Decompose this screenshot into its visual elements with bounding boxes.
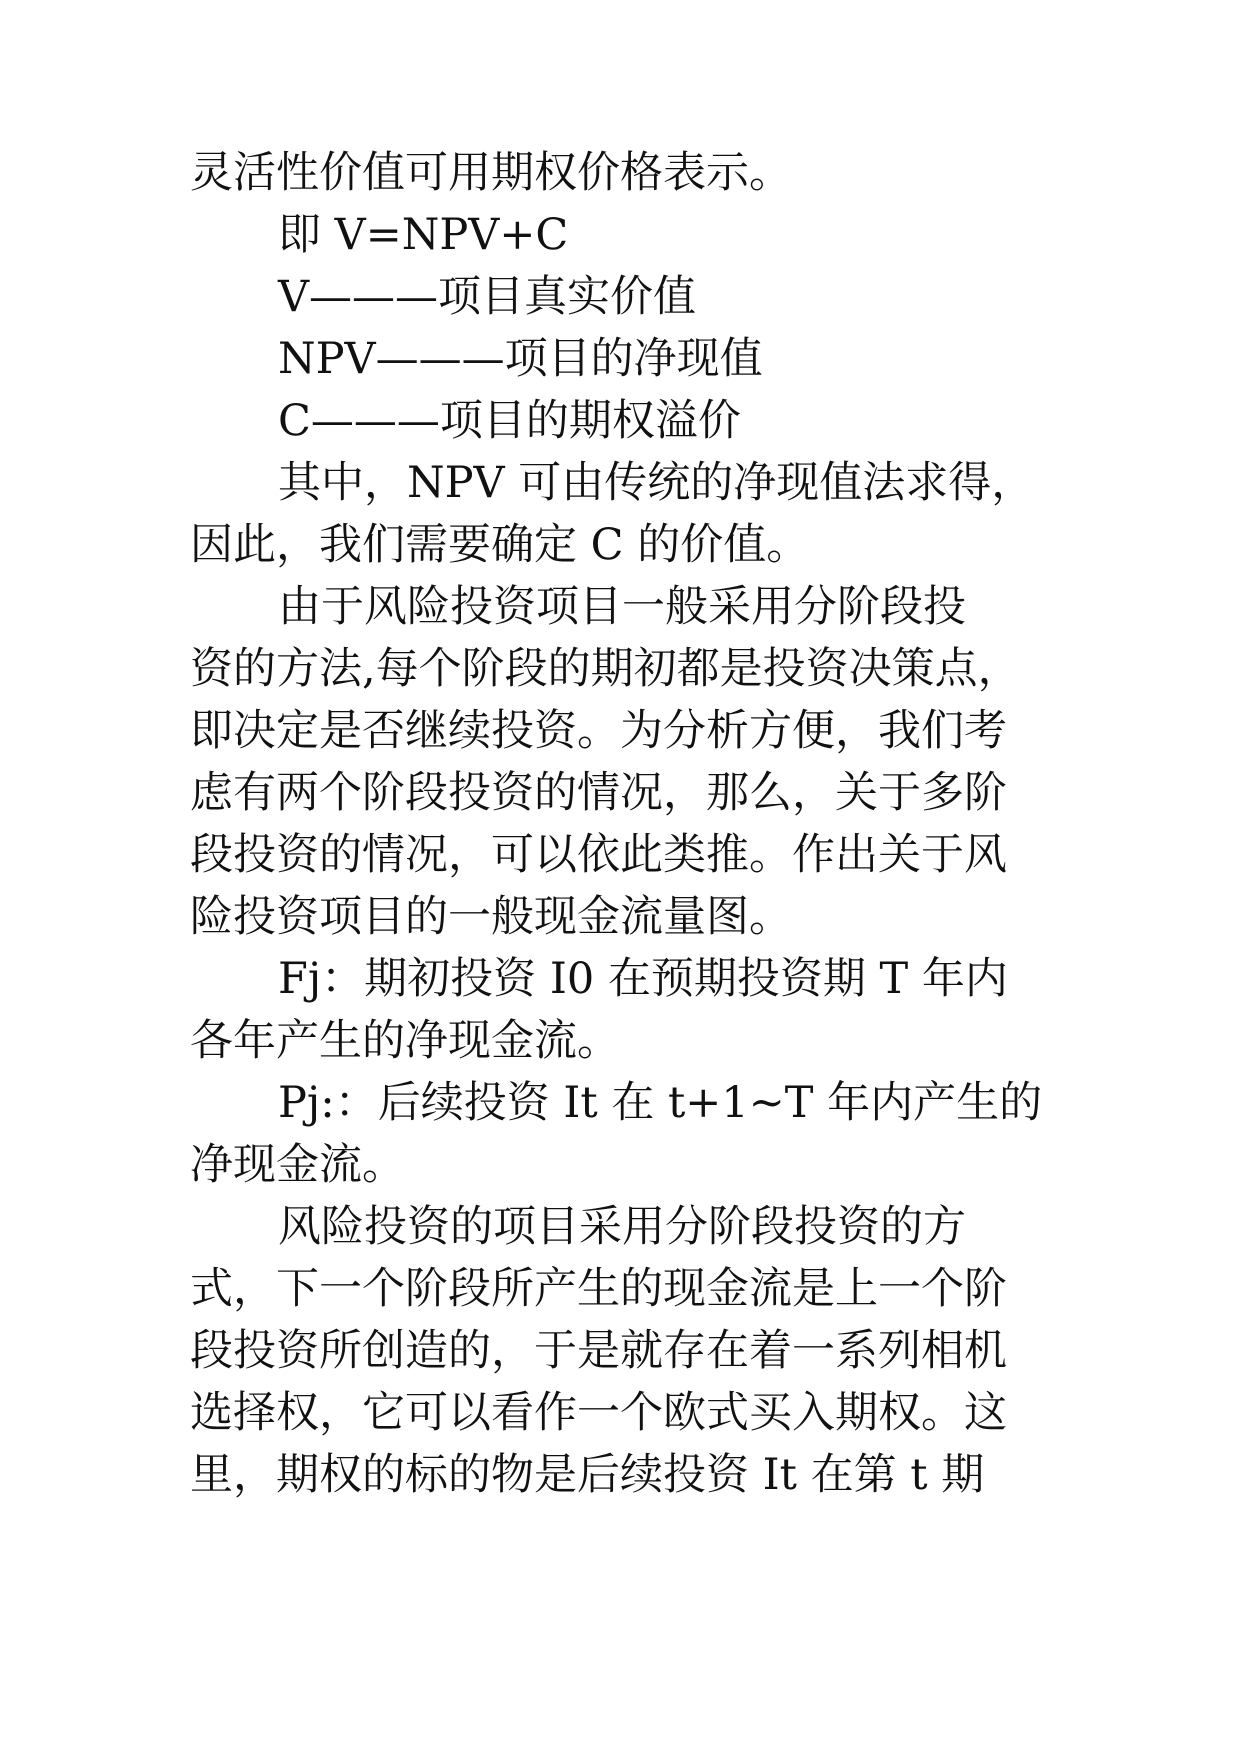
text-line: 净现金流。 bbox=[190, 1140, 405, 1190]
text-line: 由于风险投资项目一般采用分阶段投 bbox=[278, 582, 966, 632]
text-line: V———项目真实价值 bbox=[278, 272, 697, 322]
text-line: Fj：期初投资 I0 在预期投资期 T 年内 bbox=[278, 954, 1008, 1004]
text-line: 即 V=NPV+C bbox=[278, 210, 569, 260]
text-line: 即决定是否继续投资。为分析方便，我们考 bbox=[190, 706, 1007, 756]
body-text bbox=[190, 142, 1060, 1506]
text-line: 资的方法,每个阶段的期初都是投资决策点， bbox=[190, 644, 1021, 694]
text-line: 选择权，它可以看作一个欧式买入期权。这 bbox=[190, 1388, 1007, 1438]
text-line: 虑有两个阶段投资的情况，那么，关于多阶 bbox=[190, 768, 1007, 818]
text-line: 里，期权的标的物是后续投资 It 在第 t 期 bbox=[190, 1450, 985, 1500]
text-line: 风险投资的项目采用分阶段投资的方 bbox=[278, 1202, 966, 1252]
text-line: 段投资的情况，可以依此类推。作出关于风 bbox=[190, 830, 1007, 880]
text-line: 险投资项目的一般现金流量图。 bbox=[190, 892, 792, 942]
text-line: 因此，我们需要确定 C 的价值。 bbox=[190, 520, 810, 570]
text-line: 其中，NPV 可由传统的净现值法求得， bbox=[278, 458, 1035, 508]
text-line: NPV———项目的净现值 bbox=[278, 334, 763, 384]
text-line: 各年产生的净现金流。 bbox=[190, 1016, 620, 1066]
text-line: 灵活性价值可用期权价格表示。 bbox=[190, 148, 792, 198]
text-line: 式，下一个阶段所产生的现金流是上一个阶 bbox=[190, 1264, 1007, 1314]
text-line: Pj:：后续投资 It 在 t+1~T 年内产生的 bbox=[278, 1078, 1043, 1128]
text-line: C———项目的期权溢价 bbox=[278, 396, 741, 446]
text-line: 段投资所创造的，于是就存在着一系列相机 bbox=[190, 1326, 1007, 1376]
